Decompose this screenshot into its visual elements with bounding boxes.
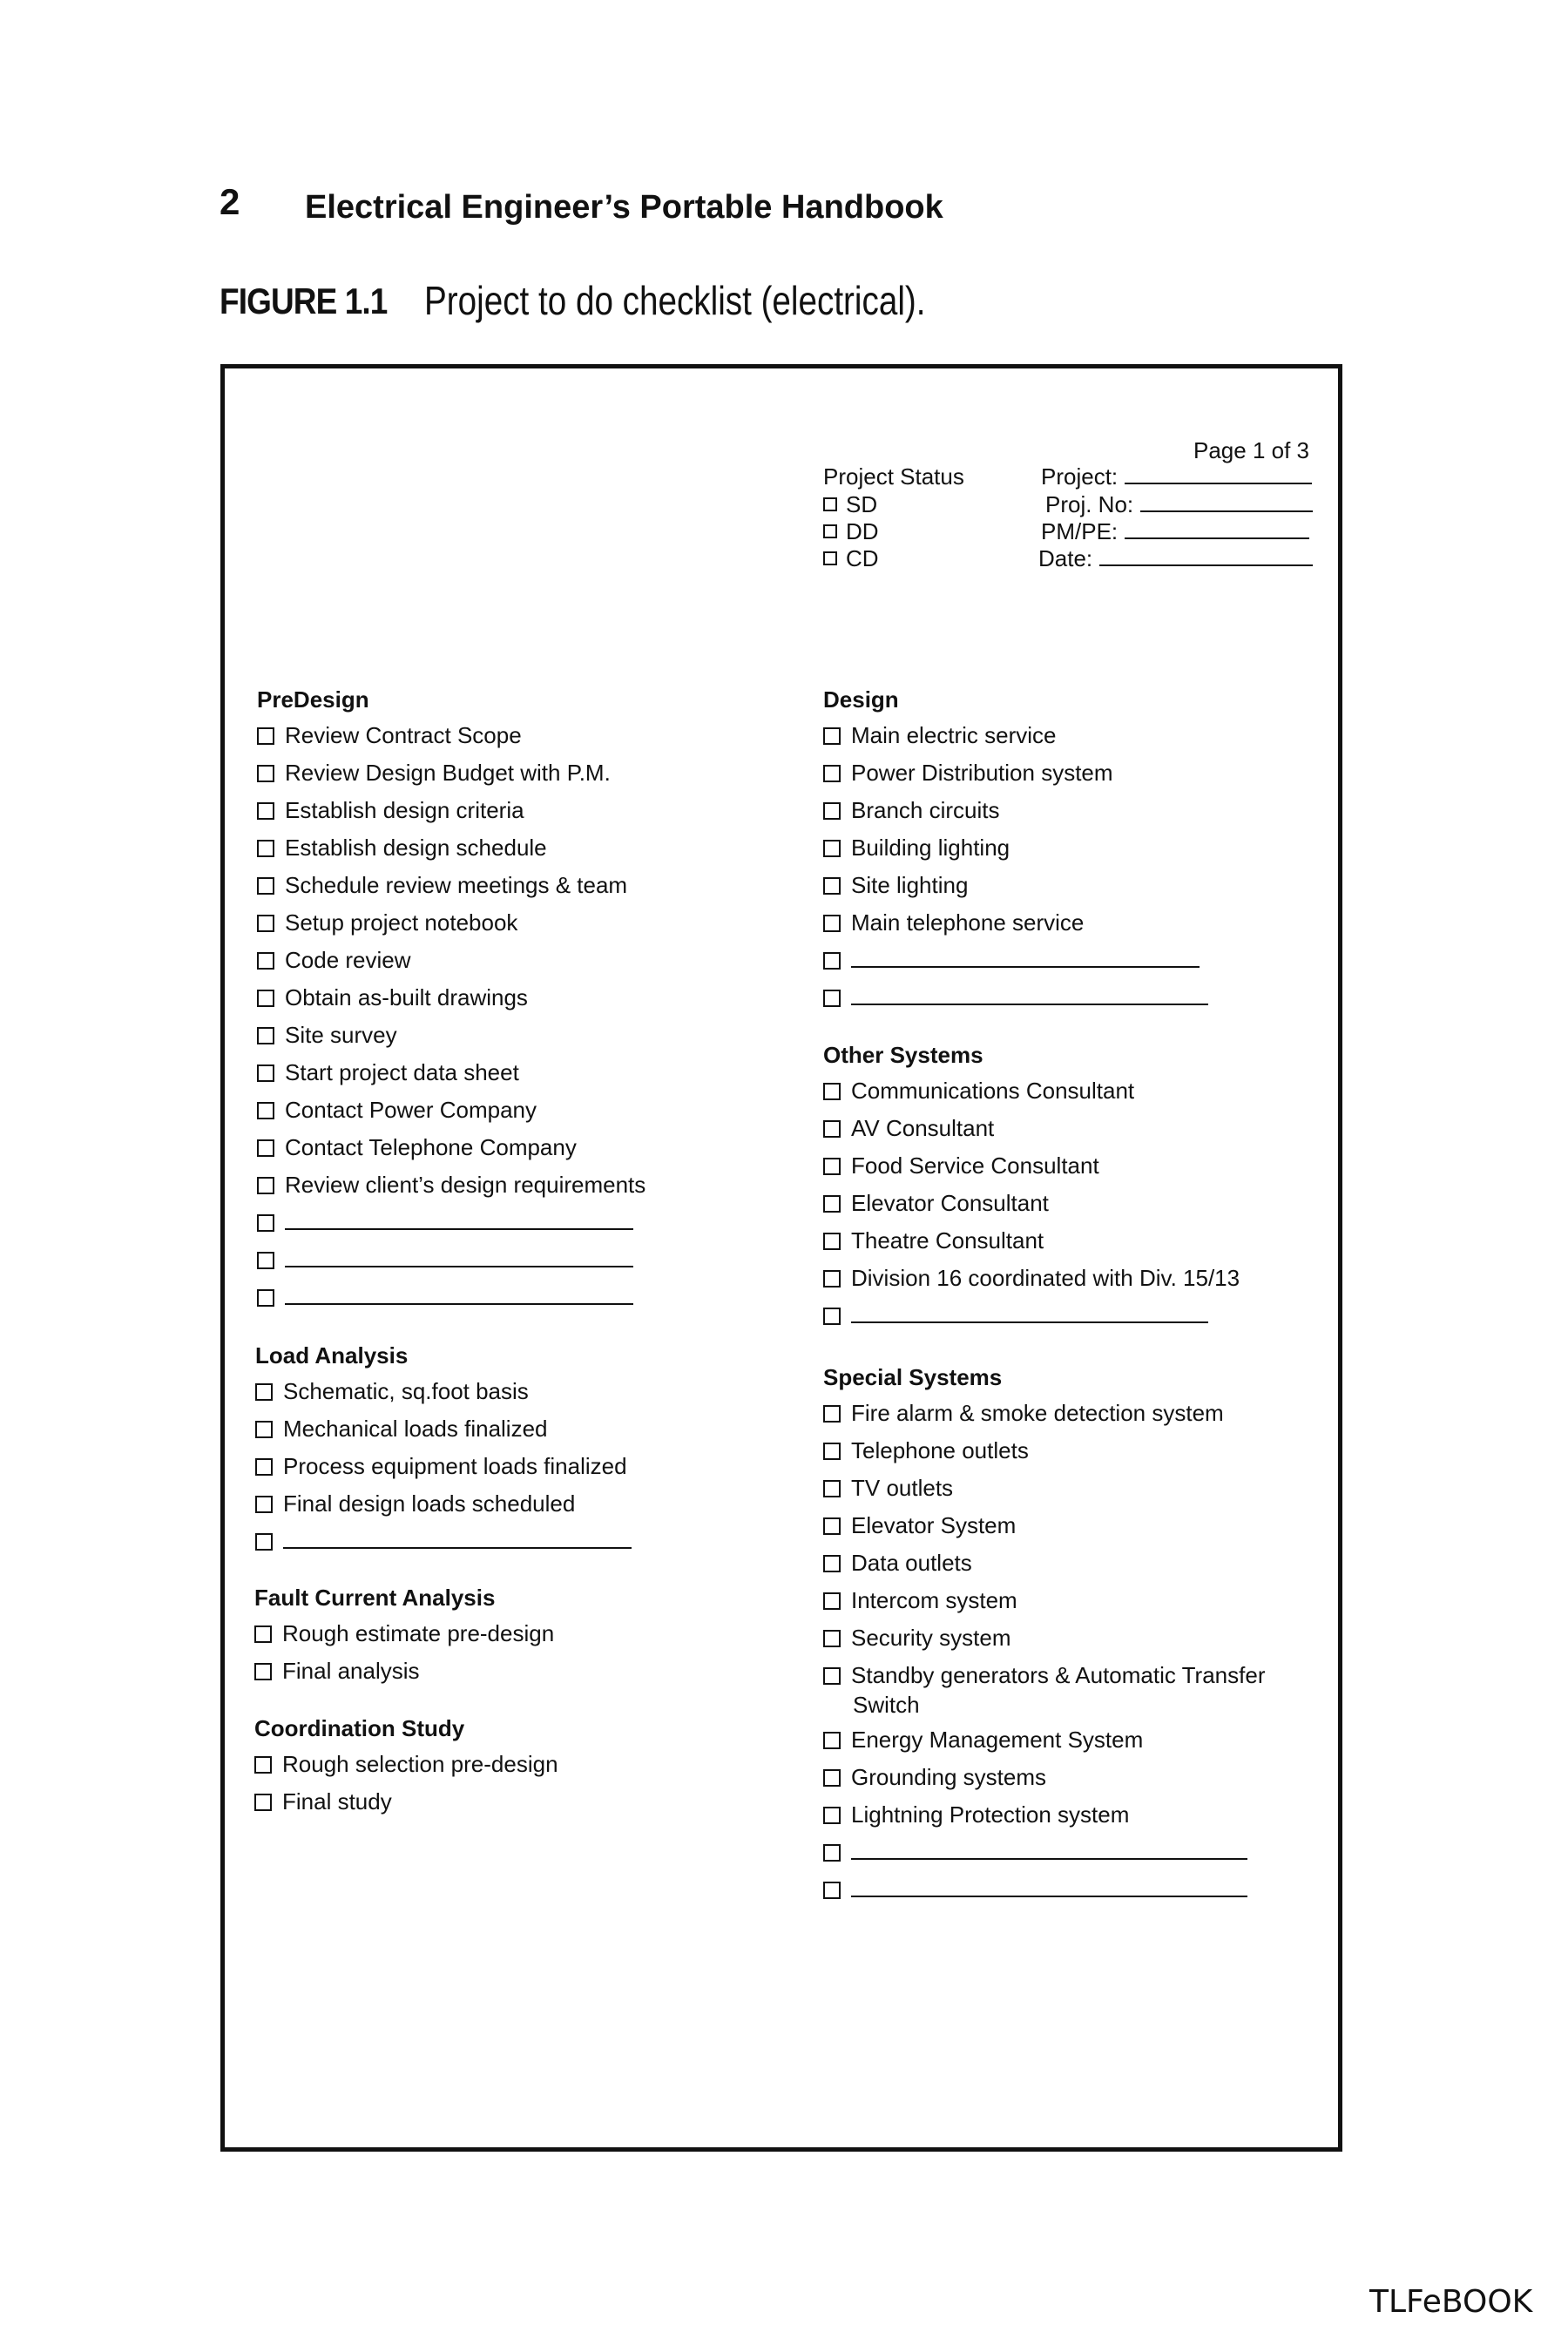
blank-checklist-item[interactable] (823, 947, 1208, 984)
blank-checklist-item[interactable] (257, 1284, 645, 1321)
load-analysis-list (255, 1378, 632, 1565)
checkbox[interactable] (823, 727, 841, 745)
checkbox[interactable] (823, 1195, 841, 1213)
checklist-item[interactable]: Rough estimate pre-design (254, 1620, 554, 1658)
checkbox[interactable] (823, 524, 837, 538)
page-of-indicator: Page 1 of 3 (1193, 437, 1309, 463)
page-number: 2 (220, 181, 240, 222)
checkbox[interactable] (257, 1177, 274, 1194)
checkbox[interactable] (823, 1630, 841, 1647)
checkbox[interactable] (823, 802, 841, 820)
checklist-item[interactable]: Review client’s design requirements (257, 1172, 645, 1209)
section-title-special-systems: Special Systems (823, 1364, 1003, 1390)
checklist-item[interactable]: Fire alarm & smoke detection system (823, 1400, 1265, 1437)
figure-caption: Project to do checklist (electrical). (424, 278, 926, 323)
checkbox[interactable] (254, 1625, 272, 1643)
checkbox[interactable] (823, 840, 841, 857)
checkbox[interactable] (823, 1882, 841, 1899)
checkbox[interactable] (257, 727, 274, 745)
checkbox[interactable] (257, 1252, 274, 1269)
blank-write-in-line[interactable] (851, 984, 1208, 1005)
checklist-item[interactable]: TV outlets (823, 1475, 1265, 1512)
checklist-item[interactable]: AV Consultant (823, 1115, 1240, 1152)
checklist-item[interactable]: Rough selection pre-design (254, 1751, 558, 1788)
blank-checklist-item[interactable] (823, 1876, 1265, 1914)
checkbox[interactable] (823, 1732, 841, 1749)
checkbox[interactable] (823, 877, 841, 895)
date-field[interactable]: Date: (1038, 545, 1313, 572)
checklist-item[interactable]: Contact Power Company (257, 1097, 645, 1134)
checklist-item[interactable]: Data outlets (823, 1550, 1265, 1587)
checklist-item[interactable]: Intercom system (823, 1587, 1265, 1625)
checklist-item[interactable]: Power Distribution system (823, 760, 1208, 797)
footer-watermark: TLFeBOOK (1369, 2284, 1533, 2320)
checkbox[interactable] (255, 1458, 273, 1476)
checkbox[interactable] (823, 1480, 841, 1497)
section-title-coordination-study: Coordination Study (254, 1715, 465, 1741)
checkbox[interactable] (823, 1443, 841, 1460)
project-input-line[interactable] (1125, 467, 1312, 484)
checklist-item[interactable]: Schedule review meetings & team (257, 872, 645, 909)
checklist-item[interactable]: Standby generators & Automatic Transfer (823, 1662, 1265, 1692)
checklist-item[interactable]: Establish design schedule (257, 835, 645, 872)
pm-pe-field[interactable]: PM/PE: (1041, 518, 1309, 545)
status-option-cd[interactable]: CD (823, 545, 879, 572)
checkbox[interactable] (257, 1064, 274, 1082)
checkbox[interactable] (823, 1807, 841, 1824)
blank-write-in-line[interactable] (285, 1209, 633, 1230)
blank-write-in-line[interactable] (851, 1876, 1247, 1897)
fault-current-list (254, 1620, 554, 1695)
blank-write-in-line[interactable] (851, 1302, 1208, 1323)
checkbox[interactable] (257, 915, 274, 932)
checkbox[interactable] (257, 952, 274, 970)
figure-label: FIGURE 1.1 (220, 280, 388, 321)
section-title-load-analysis: Load Analysis (255, 1342, 409, 1369)
section-title-other-systems: Other Systems (823, 1042, 983, 1068)
checkbox[interactable] (823, 1555, 841, 1572)
blank-write-in-line[interactable] (851, 1839, 1247, 1860)
proj-no-input-line[interactable] (1140, 495, 1313, 512)
checklist-item[interactable]: Review Design Budget with P.M. (257, 760, 645, 797)
checklist-item-continuation: Switch (853, 1692, 920, 1718)
checkbox[interactable] (823, 497, 837, 511)
checkbox[interactable] (823, 1844, 841, 1862)
checklist-item[interactable]: Elevator Consultant (823, 1190, 1240, 1227)
checkbox[interactable] (257, 765, 274, 782)
checkbox[interactable] (257, 877, 274, 895)
checkbox[interactable] (254, 1663, 272, 1680)
checklist-item[interactable]: Establish design criteria (257, 797, 645, 835)
checkbox[interactable] (254, 1756, 272, 1774)
checklist-item[interactable]: Elevator System (823, 1512, 1265, 1550)
checklist-item[interactable]: Main telephone service (823, 909, 1208, 947)
checkbox[interactable] (823, 1270, 841, 1288)
book-title: Electrical Engineer’s Portable Handbook (305, 189, 943, 226)
blank-write-in-line[interactable] (851, 947, 1200, 968)
checkbox[interactable] (823, 1120, 841, 1138)
checklist-item[interactable]: Obtain as-built drawings (257, 984, 645, 1022)
checklist-item[interactable]: Food Service Consultant (823, 1152, 1240, 1190)
checklist-item[interactable]: Telephone outlets (823, 1437, 1265, 1475)
checkbox[interactable] (255, 1533, 273, 1551)
checkbox[interactable] (823, 1667, 841, 1685)
status-option-sd[interactable]: SD (823, 491, 877, 518)
predesign-list (257, 722, 645, 1321)
checkbox[interactable] (823, 765, 841, 782)
checkbox[interactable] (823, 1405, 841, 1423)
checklist-item[interactable]: Final design loads scheduled (255, 1490, 632, 1528)
checklist-item[interactable]: Site survey (257, 1022, 645, 1059)
blank-write-in-line[interactable] (285, 1247, 633, 1267)
blank-checklist-item[interactable] (823, 1302, 1240, 1340)
checkbox[interactable] (257, 802, 274, 820)
checkbox[interactable] (823, 1517, 841, 1535)
status-option-dd[interactable]: DD (823, 518, 879, 545)
checklist-item[interactable]: Code review (257, 947, 645, 984)
checkbox[interactable] (823, 551, 837, 565)
blank-checklist-item[interactable] (823, 1839, 1265, 1876)
checkbox[interactable] (255, 1421, 273, 1438)
checkbox[interactable] (255, 1383, 273, 1401)
checkbox[interactable] (257, 1027, 274, 1044)
proj-no-field[interactable]: Proj. No: (1045, 491, 1313, 518)
section-title-fault-current-analysis: Fault Current Analysis (254, 1585, 496, 1611)
checkbox[interactable] (257, 840, 274, 857)
checklist-item[interactable]: Branch circuits (823, 797, 1208, 835)
checklist-item[interactable]: Site lighting (823, 872, 1208, 909)
checkbox[interactable] (257, 1289, 274, 1307)
checkbox[interactable] (823, 1308, 841, 1325)
pm-pe-input-line[interactable] (1125, 522, 1309, 539)
checkbox[interactable] (823, 1083, 841, 1100)
blank-write-in-line[interactable] (285, 1284, 633, 1305)
checkbox[interactable] (823, 1158, 841, 1175)
checkbox[interactable] (257, 1102, 274, 1119)
checklist-item[interactable]: Theatre Consultant (823, 1227, 1240, 1265)
special-systems-list (823, 1400, 1265, 1914)
checkbox[interactable] (823, 1769, 841, 1787)
design-list (823, 722, 1208, 1022)
checklist-item[interactable]: Communications Consultant (823, 1078, 1240, 1115)
checklist-item[interactable]: Grounding systems (823, 1764, 1265, 1801)
project-field[interactable]: Project: (1041, 463, 1312, 490)
section-title-design: Design (823, 686, 899, 713)
checklist-item[interactable]: Review Contract Scope (257, 722, 645, 760)
checkbox[interactable] (257, 1139, 274, 1157)
checklist-item[interactable]: Energy Management System (823, 1727, 1265, 1764)
checkbox[interactable] (823, 1233, 841, 1250)
checklist-item[interactable]: Security system (823, 1625, 1265, 1662)
checkbox[interactable] (257, 1214, 274, 1232)
checkbox[interactable] (823, 915, 841, 932)
checkbox[interactable] (823, 952, 841, 970)
checkbox[interactable] (257, 990, 274, 1007)
section-title-predesign: PreDesign (257, 686, 369, 713)
checklist-item[interactable]: Final analysis (254, 1658, 554, 1695)
blank-checklist-item[interactable] (257, 1247, 645, 1284)
checklist-item[interactable]: Lightning Protection system (823, 1801, 1265, 1839)
other-systems-list (823, 1078, 1240, 1340)
blank-write-in-line[interactable] (283, 1528, 632, 1549)
coordination-study-list (254, 1751, 558, 1826)
project-status-title: Project Status (823, 463, 964, 490)
checklist-item[interactable]: Mechanical loads finalized (255, 1416, 632, 1453)
date-input-line[interactable] (1099, 549, 1313, 566)
checkbox[interactable] (255, 1496, 273, 1513)
blank-checklist-item[interactable] (823, 984, 1208, 1022)
checklist-item[interactable]: Building lighting (823, 835, 1208, 872)
checkbox[interactable] (823, 1592, 841, 1610)
blank-checklist-item[interactable] (257, 1209, 645, 1247)
checklist-item[interactable]: Start project data sheet (257, 1059, 645, 1097)
checklist-item[interactable]: Contact Telephone Company (257, 1134, 645, 1172)
checkbox[interactable] (254, 1794, 272, 1811)
checklist-item[interactable]: Schematic, sq.foot basis (255, 1378, 632, 1416)
blank-checklist-item[interactable] (255, 1528, 632, 1565)
checklist-item[interactable]: Final study (254, 1788, 558, 1826)
checklist-item[interactable]: Process equipment loads finalized (255, 1453, 632, 1490)
checkbox[interactable] (823, 990, 841, 1007)
checklist-item[interactable]: Main electric service (823, 722, 1208, 760)
checklist-item[interactable]: Division 16 coordinated with Div. 15/13 (823, 1265, 1240, 1302)
checklist-item[interactable]: Setup project notebook (257, 909, 645, 947)
